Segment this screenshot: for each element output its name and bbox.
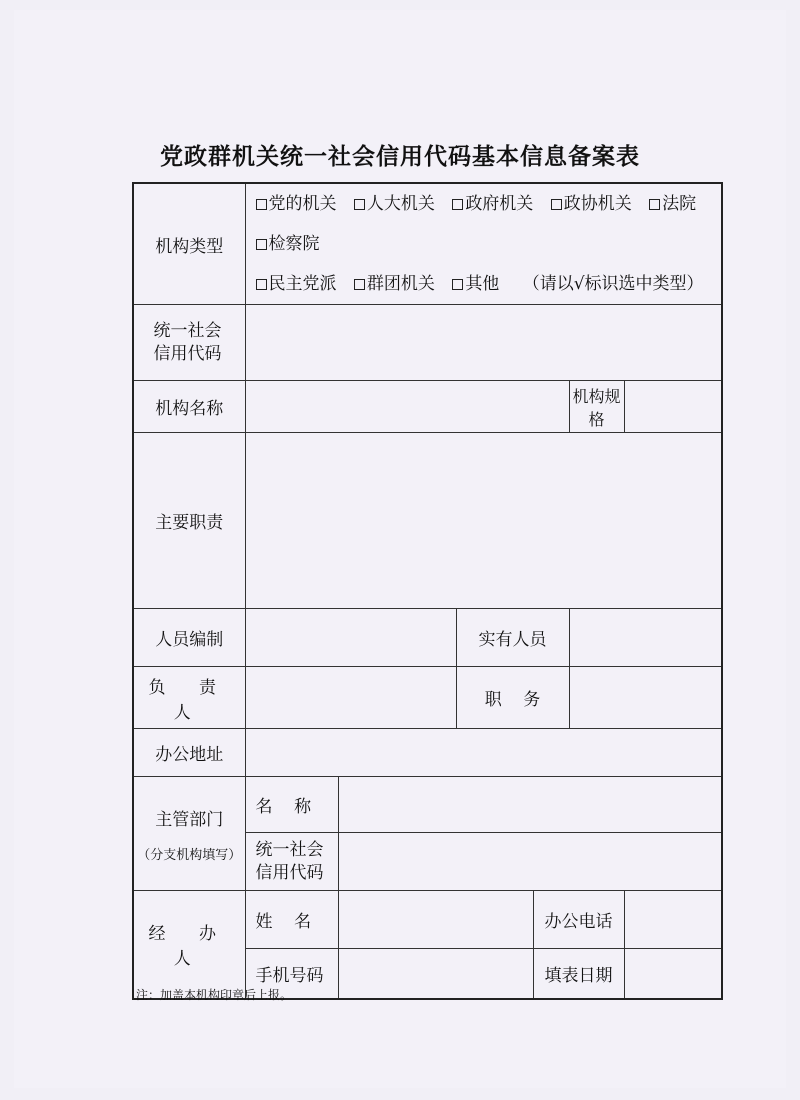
- org-scale-field[interactable]: [624, 381, 722, 433]
- checkbox-icon[interactable]: [354, 199, 365, 210]
- head-label: 负 责 人: [133, 667, 245, 729]
- checkbox-icon[interactable]: [256, 239, 267, 250]
- checkbox-icon[interactable]: [551, 199, 562, 210]
- org-type-options: [245, 183, 722, 305]
- selection-hint: （请以√标识选中类型）: [522, 274, 704, 294]
- org-type-label: 机构类型: [133, 183, 245, 305]
- org-scale-label: 机构规格: [569, 381, 624, 433]
- option-court[interactable]: 法院: [649, 194, 696, 214]
- checkbox-icon[interactable]: [452, 199, 463, 210]
- checkbox-icon[interactable]: [256, 199, 267, 210]
- dept-code-field[interactable]: [338, 833, 722, 891]
- fill-date-field[interactable]: [624, 949, 722, 999]
- position-field[interactable]: [569, 667, 722, 729]
- option-cppcc-organ[interactable]: 政协机关: [551, 194, 632, 214]
- form-title: 党政群机关统一社会信用代码基本信息备案表: [160, 143, 640, 170]
- org-type-row1: [256, 184, 722, 264]
- option-mass-organization[interactable]: 群团机关: [354, 274, 435, 294]
- row-handler-name: [133, 891, 722, 949]
- checkbox-icon[interactable]: [354, 279, 365, 290]
- checkbox-icon[interactable]: [649, 199, 660, 210]
- address-label: 办公地址: [133, 729, 245, 777]
- row-credit-code: [133, 305, 722, 381]
- staffing-field[interactable]: [245, 609, 456, 667]
- mobile-field[interactable]: [338, 949, 533, 999]
- org-name-field[interactable]: [245, 381, 569, 433]
- handler-name-field[interactable]: [338, 891, 533, 949]
- option-procuratorate[interactable]: 检察院: [256, 234, 320, 254]
- fill-date-label: 填表日期: [533, 949, 624, 999]
- option-democratic-party[interactable]: 民主党派: [256, 274, 337, 294]
- row-org-name: [133, 381, 722, 433]
- row-duties: [133, 433, 722, 609]
- staffing-label: 人员编制: [133, 609, 245, 667]
- actual-staff-label: 实有人员: [456, 609, 569, 667]
- option-government-organ[interactable]: 政府机关: [452, 194, 533, 214]
- address-field[interactable]: [245, 729, 722, 777]
- row-staffing: [133, 609, 722, 667]
- dept-name-field[interactable]: [338, 777, 722, 833]
- row-org-type: [133, 183, 722, 305]
- option-party-organ[interactable]: 党的机关: [256, 194, 337, 214]
- actual-staff-field[interactable]: [569, 609, 722, 667]
- duties-label: 主要职责: [133, 433, 245, 609]
- org-type-row2: [256, 264, 722, 304]
- duties-field[interactable]: [245, 433, 722, 609]
- row-address: [133, 729, 722, 777]
- name-label: 姓 名: [245, 891, 338, 949]
- credit-code-label: 统一社会信用代码: [133, 305, 245, 381]
- option-npc-organ[interactable]: 人大机关: [354, 194, 435, 214]
- dept-label: 主管部门 （分支机构填写）: [133, 777, 245, 891]
- office-phone-label: 办公电话: [533, 891, 624, 949]
- head-field[interactable]: [245, 667, 456, 729]
- checkbox-icon[interactable]: [452, 279, 463, 290]
- handler-label: 经 办 人: [133, 891, 245, 999]
- checkbox-icon[interactable]: [256, 279, 267, 290]
- record-form-table: [132, 182, 723, 1000]
- footnote: 注：加盖本机构印章后上报。: [136, 988, 293, 1002]
- dept-name-label: 名 称: [245, 777, 338, 833]
- org-name-label: 机构名称: [133, 381, 245, 433]
- credit-code-field[interactable]: [245, 305, 722, 381]
- mobile-label: 手机号码: [245, 949, 338, 999]
- dept-code-label: 统一社会信用代码: [245, 833, 338, 891]
- office-phone-field[interactable]: [624, 891, 722, 949]
- dept-note: （分支机构填写）: [137, 847, 242, 863]
- row-dept-name: [133, 777, 722, 833]
- row-head: [133, 667, 722, 729]
- option-other[interactable]: 其他: [452, 274, 499, 294]
- position-label: 职 务: [456, 667, 569, 729]
